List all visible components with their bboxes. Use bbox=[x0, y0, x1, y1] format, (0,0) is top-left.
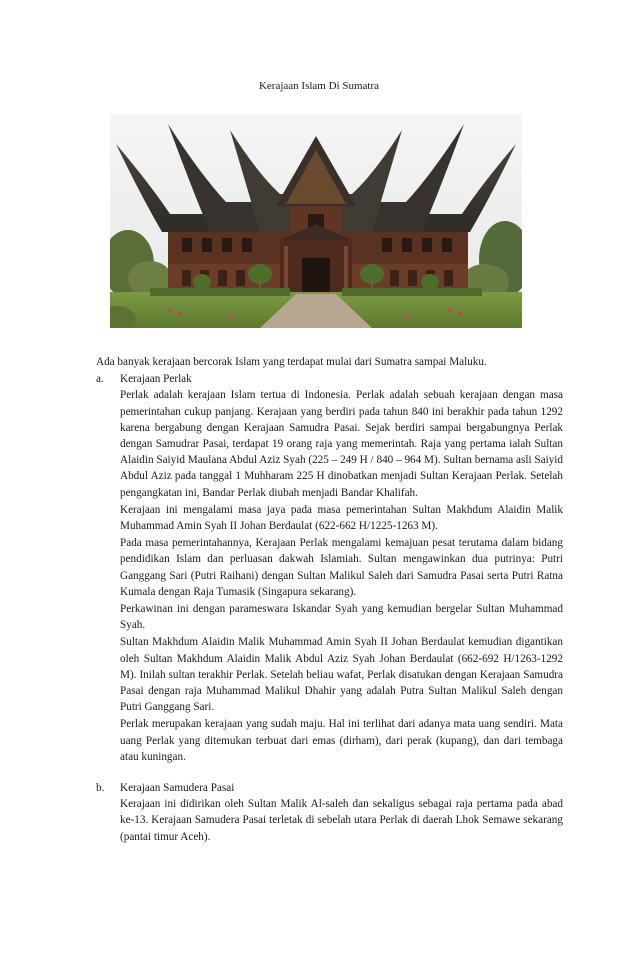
paragraph: Pada masa pemerintahannya, Kerajaan Perlak mengalami kemajuan pesat terutama dalam bidang pendidikan Islam dan perluasan dakwah Islamiah. Sultan mengawinkan dua putrinya: Putri Ganggang Sari (Putri Raihani) dengan Sultan Malikul Saleh dari Samudra Pasai serta Putri Ratna Kumala dengan Raja Tumasik (Singapura sekarang). bbox=[120, 537, 563, 598]
paragraph: Perlak adalah kerajaan Islam tertua di Indonesia. Perlak adalah sebuah kerajaan dengan masa pemerintahan cukup panjang. Kerajaan yang berdiri pada tahun 840 ini berakhir pada tahun 1292 karena bergabung dengan Kerajaan Samudra Pasai. Sejak berdiri sampai bergabungnya Perlak dengan Samudrar Pasai, terdapat 19 orang raja yang memerintah. Raja yang pertama ialah Sultan Alaidin Saiyid Maulana Abdul Aziz Syah (225 – 249 H / 840 – 964 M). Sultan bernama asli Saiyid Abdul Aziz pada tanggal 1 Muhharam 225 H dinobatkan menjadi Sultan Kerajaan Perlak. Setelah pengangkatan ini, Bandar Perlak diubah menjadi Bandar Khalifah. bbox=[120, 389, 563, 499]
section-heading: Kerajaan Samudera Pasai bbox=[120, 782, 235, 795]
section-heading: Kerajaan Perlak bbox=[120, 373, 192, 386]
paragraph: Kerajaan ini didirikan oleh Sultan Malik Al-saleh dan sekaligus sebagai raja pertama pada abad ke-13. Kerajaan Samudera Pasai terletak di sebelah utara Perlak di daerah Lhok Semawe sekarang (pantai timur Aceh). bbox=[120, 798, 563, 843]
section-kerajaan-perlak bbox=[96, 371, 563, 765]
page-title: Kerajaan Islam Di Sumatra bbox=[258, 80, 380, 92]
intro-paragraph: Ada banyak kerajaan bercorak Islam yang terdapat mulai dari Sumatra sampai Maluku. bbox=[96, 356, 487, 368]
paragraph: Perkawinan ini dengan parameswara Iskandar Syah yang kemudian bergelar Sultan Muhammad Syah. bbox=[120, 603, 563, 632]
section-marker: a. bbox=[96, 373, 104, 386]
section-marker: b. bbox=[96, 782, 105, 795]
paragraph: Perlak merupakan kerajaan yang sudah maju. Hal ini terlihat dari adanya mata uang sendiri. Mata uang Perlak yang ditemukan terbuat dari emas (dirham), dari perak (kupang), dan dari tembaga atau kuningan. bbox=[120, 718, 563, 763]
section-kerajaan-samudera-pasai bbox=[96, 780, 563, 845]
paragraph: Sultan Makhdum Alaidin Malik Muhammad Amin Syah II Johan Berdaulat kemudian digantikan oleh Sultan Makhdum Alaidin Malik Abdul Aziz Syah Johan Berdaulat (662-692 H/1263-1292 M). Inilah sultan terakhir Perlak. Setelah beliau wafat, Perlak disatukan dengan Kerajaan Samudra Pasai dengan raja Muhammad Malikul Dhahir yang adalah Putra Sultan Malikul Saleh dengan Putri Ganggang Sari. bbox=[120, 636, 563, 714]
rumah-gadang-photo bbox=[110, 114, 522, 328]
document-body bbox=[96, 354, 563, 846]
paragraph: Kerajaan ini mengalami masa jaya pada masa pemerintahan Sultan Makhdum Alaidin Malik Muhammad Amin Syah II Johan Berdaulat (622-662 H/1225-1263 M). bbox=[120, 503, 563, 533]
